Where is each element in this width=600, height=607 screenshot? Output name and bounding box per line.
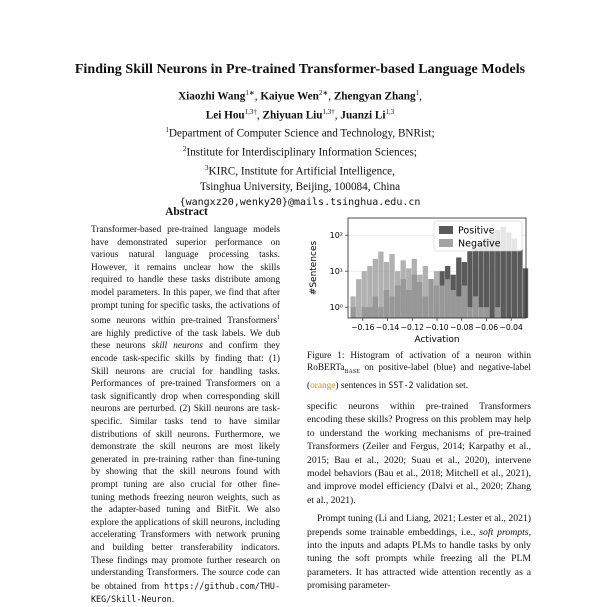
histogram-bar-negative [445,279,450,318]
histogram-bar-negative [428,279,433,318]
x-tick-label: −0.06 [474,323,499,332]
author-separator: , [256,109,263,122]
histogram-bar-negative [417,275,422,318]
histogram-bar-positive [478,243,483,318]
author-line-1 [0,86,600,105]
histogram-bar-negative [467,307,472,318]
histogram-figure [306,212,536,347]
caption-text: ) sentences in [335,380,389,391]
histogram-bar-negative [495,307,500,318]
body-text: Prompt tuning (Li and Liang, 2021; Lester et al., 2021) prepends some trainable embeddings, i.e., [307,513,531,538]
abstract-text: are highly predictive of the task labels. We dub these neurons [91,328,280,352]
author-affiliation-mark: 1,3† [244,107,257,116]
caption-text: on positive-label (blue) and negative-label ( [307,363,531,391]
caption-subscript: BASE [344,369,360,376]
legend-label-positive: Positive [458,225,495,237]
histogram-bar-negative [378,252,383,318]
author-name: Xiaozhi Wang [178,90,246,103]
abstract-heading: Abstract [165,206,208,218]
histogram-bar-negative [484,307,489,318]
source-code-link[interactable]: https://github.com/THU-KEG/Skill-Neuron [91,580,280,605]
body-text: , into the inputs and adapts PLMs to handle tasks by only tuning the soft prompts while freezing all the PLM parameters. It has attracted wide attention recently as a promising parameter- [307,526,531,592]
abstract-text: and confirm they encode task-specific skills by finding that: (1) Skill neurons are crucial for handling tasks. Performances of pre-trained Transformers on a task significantly drop when corresponding skill neurons are perturbed. (2) Skill neurons are task-specific. Similar tasks tend to have similar distributions of skill neurons. Furthermore, we demonstrate the skill neurons are most likely generated in pre-training rather than fine-tuning by showing that the skill neurons found with prompt tuning are also crucial for other fine-tuning methods freezing neuron weights, such as the adapter-based tuning and BitFit. We also explore the applications of skill neurons, including accelerating Transformers with network pruning and building better transferability indicators. These findings may promote further research on understanding Transformers. The source code can be obtained from [91,341,280,592]
histogram-bar-negative [356,279,361,318]
affiliation-text: Department of Computer Science and Technology, BNRist; [168,128,435,141]
x-tick-label: −0.16 [351,323,375,332]
histogram-bar-negative [451,290,456,318]
legend-label-negative: Negative [458,238,501,250]
affiliation-line [0,142,600,161]
histogram-bar-negative [462,285,467,318]
histogram-bar-negative [373,259,378,318]
author-name: Kaiyue Wen [260,90,319,103]
histogram-bar-negative [367,266,372,318]
author-name: Zhengyan Zhang [333,90,416,103]
histogram-bar-positive [517,249,522,318]
histogram-bar-negative [434,271,439,318]
histogram-bar-negative [406,268,411,318]
histogram-bar-negative [456,296,461,318]
author-separator: , [254,90,261,103]
author-separator: , [334,109,341,122]
histogram-bar-negative [395,271,400,318]
abstract-text: . [171,595,175,606]
x-tick-label: −0.08 [450,323,474,332]
caption-text: Figure 1: Histogram of activation of a neuron within RoBERTa [307,351,531,374]
paper-title: Finding Skill Neurons in Pre-trained Transformer-based Language Models [74,62,526,77]
y-axis-label: #Sentences [309,240,319,296]
author-separator: , [328,90,334,103]
author-name: Lei Hou [205,109,245,122]
affiliation-number: 2 [182,145,187,154]
histogram-bar-negative [362,271,367,318]
affiliation-text: Institute for Interdisciplinary Information Sciences; [186,146,418,159]
affiliation-text: Tsinghua University, Beijing, 100084, China [199,180,401,193]
y-tick-label: 10² [329,231,343,241]
chart-legend [434,221,522,251]
x-tick-label: −0.12 [400,323,424,332]
affiliation-text: KIRC, Institute for Artificial Intelligence, [208,165,395,178]
author-affiliation-mark: 1,3 [385,107,395,116]
caption-text: validation set. [413,380,469,391]
author-email[interactable]: {wangxz20,wenky20}@mails.tsinghua.edu.cn [179,196,421,208]
figure-caption [307,350,531,392]
author-affiliation-mark: 2∗ [318,89,329,97]
histogram-bar-negative [384,262,389,318]
body-emphasis: soft prompts [479,526,529,538]
footnote-mark[interactable]: 1 [277,315,280,322]
author-name: Zhiyuan Liu [262,109,323,122]
author-affiliation-mark: 1,3† [322,107,335,116]
author-name: Juanzi Li [340,109,386,122]
caption-dataset: SST-2 [388,379,414,390]
abstract-text: Transformer-based pre-trained language models have demonstrated superior performance on various natural language processing tasks. However, it remains unclear how the skills required to handle these tasks distribute among model parameters. In this paper, we find that after prompt tuning for specific tasks, the activations of some neurons within pre-trained Transformers [91,225,280,327]
body-paragraph [307,512,531,592]
author-separator: , [419,90,422,103]
author-affiliation-mark: 1 [415,89,420,97]
affiliation-line [0,180,600,195]
affiliation-line [0,161,600,180]
caption-orange-word: orange [310,380,336,391]
y-tick-label: 10¹ [329,267,343,277]
legend-swatch-positive [439,226,453,234]
histogram-bar-negative [412,259,417,318]
author-line-2 [0,105,600,124]
y-tick-label: 10⁰ [329,303,343,313]
histogram-bar-positive [523,268,528,318]
affiliation-number: 1 [165,126,169,135]
histogram-bar-negative [423,266,428,318]
histogram-bar-negative [350,296,355,318]
body-column-right [307,400,531,598]
author-affiliation-mark: 1∗ [245,89,255,97]
histogram-bar-negative [439,285,444,318]
affiliation-number: 3 [205,163,209,172]
histogram-bar-negative [473,296,478,318]
body-paragraph: specific neurons within pre-trained Transformers encoding these skills? Progress on this problem may help to understand the working mechanisms of pre-trained Transformers (Zeiler and Fergus, 2014; Karpathy et al., 2015; Bau et al., 2020; Suau et al., 2020), intervene model behaviors (Bau et al., 2018; Mitchell et al., 2021), and improve model efficiency (Dalvi et al., 2020; Zhang et al., 2021). [307,401,531,506]
abstract-body [91,224,280,607]
histogram-bar-negative [389,254,394,318]
affiliation-line [0,123,600,142]
x-axis-label: Activation [414,335,460,345]
legend-swatch-negative [439,239,453,247]
author-block [0,86,600,210]
histogram-bar-negative [401,260,406,318]
abstract-emphasis: skill neurons [151,341,203,352]
x-tick-label: −0.10 [425,323,449,332]
x-tick-label: −0.04 [499,323,523,332]
histogram-bar-negative [478,307,483,318]
x-tick-label: −0.14 [375,323,400,332]
